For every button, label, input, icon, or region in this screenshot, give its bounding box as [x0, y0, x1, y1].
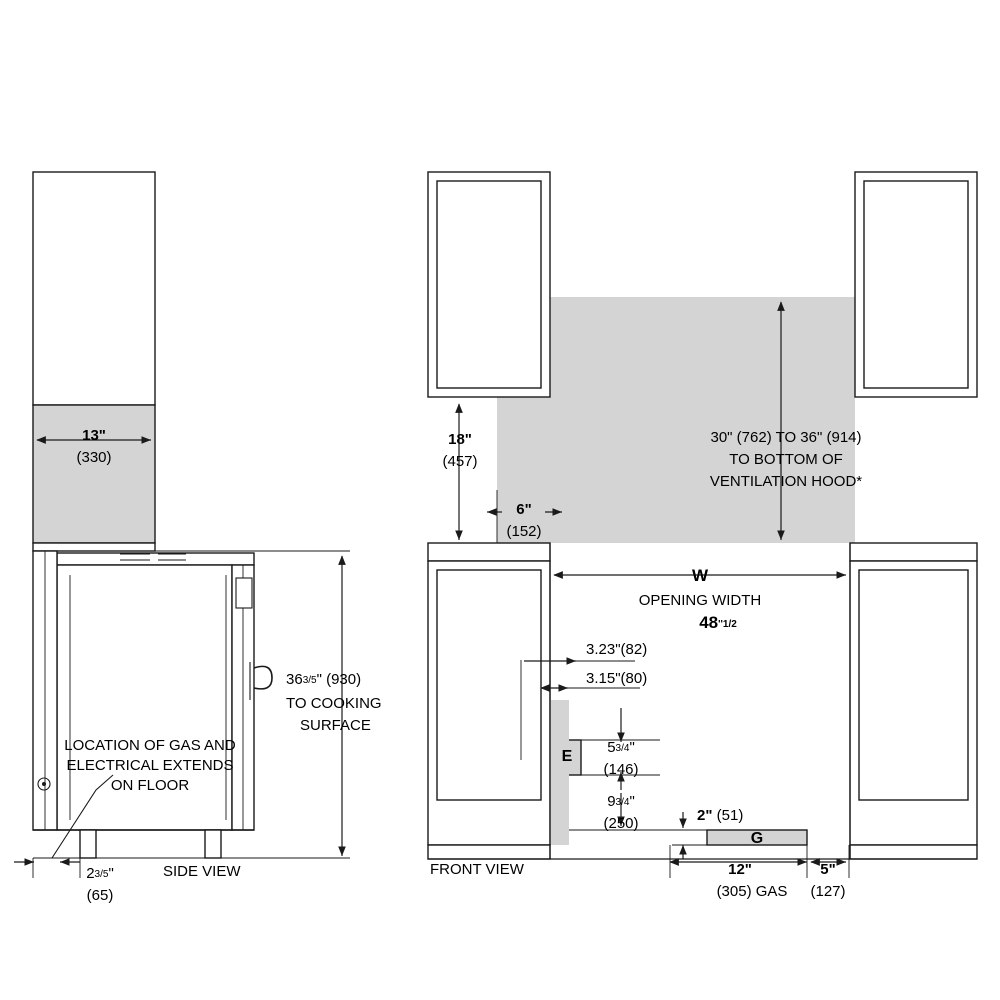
- label-floor-note-line1: LOCATION OF GAS AND: [64, 737, 236, 754]
- label-electrical-height-b-mm: (250): [603, 815, 639, 832]
- label-side-clearance: 6": [516, 501, 532, 518]
- label-electrical-height-b: 93/4": [607, 793, 635, 810]
- label-electrical-left-top: 3.23"(82): [586, 641, 648, 658]
- label-gas-offset: 5": [820, 861, 836, 878]
- label-gas-height: 2" (51): [697, 807, 744, 824]
- label-base-depth-mm: (65): [86, 887, 114, 904]
- label-hood-clearance-line1: 30" (762) TO 36" (914): [710, 429, 862, 446]
- label-hood-width-mm: (330): [76, 449, 112, 466]
- label-gas-box: G: [750, 830, 764, 847]
- label-front-view: FRONT VIEW: [430, 861, 524, 878]
- label-electrical-height-a-mm: (146): [603, 761, 639, 778]
- front-lower-left-cabinet: [428, 543, 550, 859]
- label-electrical-height-a: 53/4": [607, 739, 635, 756]
- label-opening-width: OPENING WIDTH: [638, 592, 762, 609]
- label-cabinet-height-mm: (457): [442, 453, 478, 470]
- label-opening-symbol: W: [691, 566, 709, 585]
- label-floor-note-line3: ON FLOOR: [110, 777, 190, 794]
- label-cooking-surface-height: 363/5" (930): [286, 671, 362, 688]
- dim-base-depth: [14, 858, 80, 878]
- label-hood-clearance-line2: TO BOTTOM OF: [729, 451, 843, 468]
- front-upper-left-cabinet: [428, 172, 550, 397]
- label-side-view: SIDE VIEW: [163, 863, 241, 880]
- label-cooking-surface-line2: TO COOKING: [286, 695, 382, 712]
- label-side-clearance-mm: (152): [506, 523, 542, 540]
- front-opening-gray-strip: [551, 700, 569, 845]
- front-wall-area: [497, 297, 855, 543]
- label-gas-offset-mm: (127): [810, 883, 846, 900]
- label-base-depth: 23/5": [86, 865, 114, 882]
- label-electrical-box: E: [561, 748, 573, 765]
- label-gas-width: 12": [728, 861, 752, 878]
- label-electrical-left-bottom: 3.15"(80): [586, 670, 648, 687]
- label-gas-width-mm: (305) GAS: [716, 883, 788, 900]
- label-cabinet-height: 18": [448, 431, 472, 448]
- label-opening-value: 48''1/2: [699, 613, 737, 632]
- label-cooking-surface-line3: SURFACE: [300, 717, 371, 734]
- label-hood-clearance-line3: VENTILATION HOOD*: [709, 473, 863, 490]
- label-floor-note-line2: ELECTRICAL EXTENDS: [66, 757, 234, 774]
- front-lower-right-cabinet: [850, 543, 977, 859]
- label-hood-width: 13": [82, 427, 106, 444]
- side-upper-cabinet: [33, 172, 155, 543]
- front-upper-right-cabinet: [855, 172, 977, 397]
